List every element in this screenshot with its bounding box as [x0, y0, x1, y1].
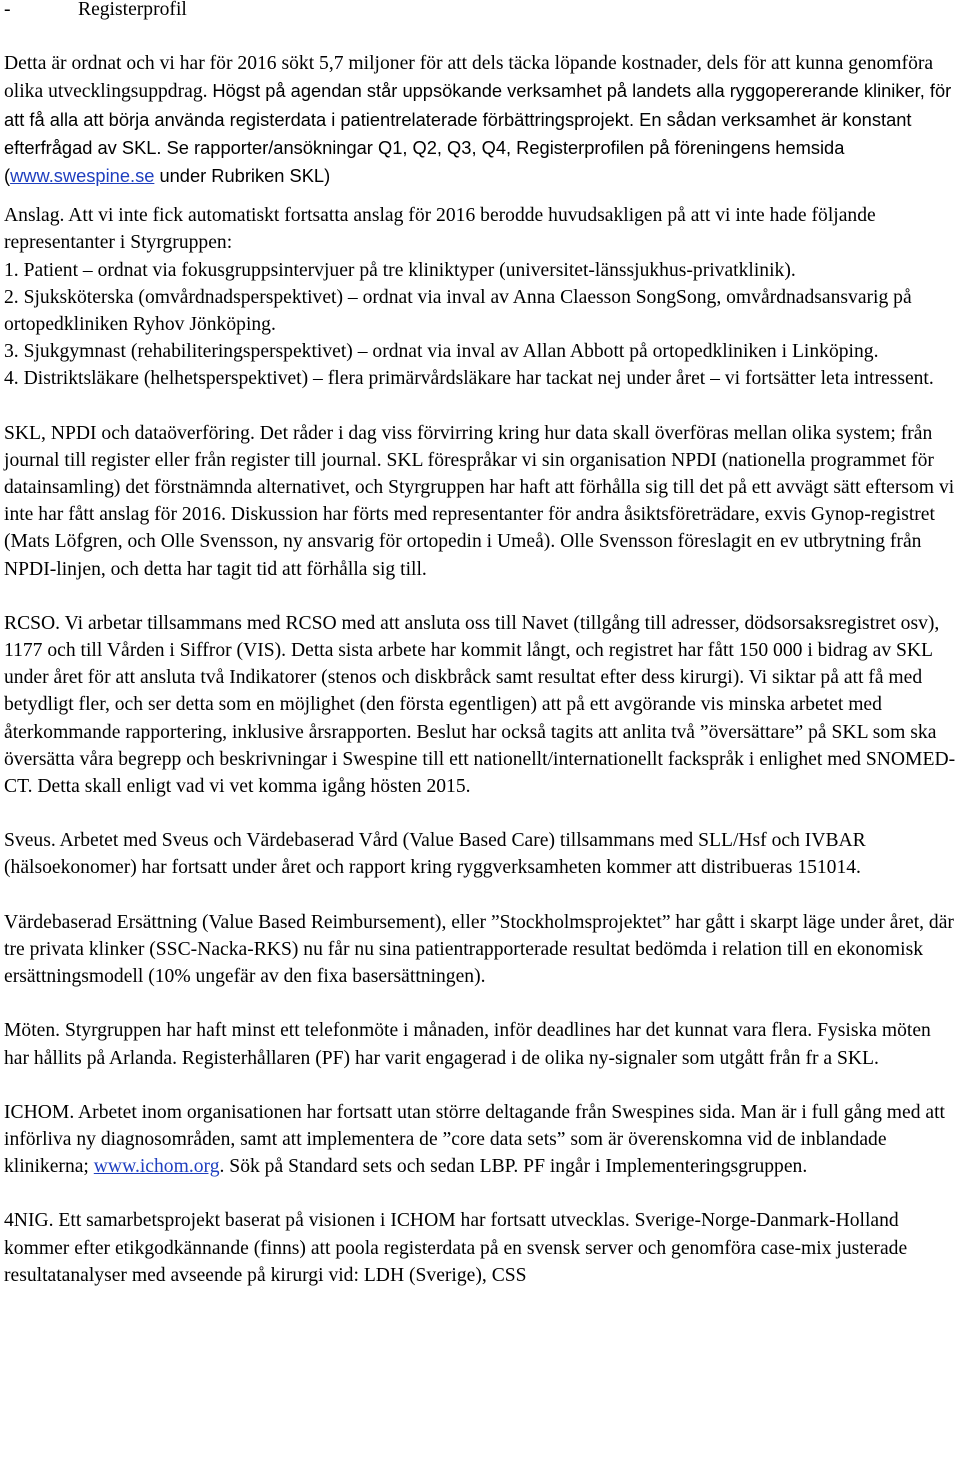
spacer [4, 583, 958, 610]
vardebaserad-paragraph: Värdebaserad Ersättning (Value Based Reimbursement), eller ”Stockholmsprojektet” har gått i skarpt läge under året, där tre privata klinker (SSC-Nacka-RKS) nu får nu sina patientrapporterade resultat bedömda i relation till en ekonomisk ersättningsmodell (10% ungefär av den fixa basersättningen). [4, 911, 954, 988]
intro-sans-suffix: under Rubriken SKL) [154, 165, 331, 187]
anslag-item-2: 2. Sjuksköterska (omvårdnadsperspektivet) – ordnat via inval av Anna Claesson SongSong, omvårdnadsansvarig på ortopedkliniken Ryhov Jönköping. [4, 286, 912, 336]
spacer [4, 393, 958, 420]
spacer [4, 190, 958, 202]
moten-paragraph: Möten. Styrgruppen har haft minst ett telefonmöte i månaden, inför deadlines har det kunnat vara flera. Fysiska möten har hållits på Arlanda. Registerhållaren (PF) har varit engagerad i de olika ny-signaler som utgått från fr a SKL. [4, 1020, 931, 1069]
spacer [4, 23, 958, 50]
intro-paragraph [4, 50, 958, 190]
rcso-paragraph: RCSO. Vi arbetar tillsammans med RCSO med att ansluta oss till Navet (tillgång till adresser, dödsorsaksregistret osv), 1177 och till Vården i Siffror (VIS). Detta sista arbete har kommit långt, och registret har fått 150 000 i bidrag av SKL under året för att ansluta två Indikatorer (stenos och diskbråck samt resultat efter dess kirurgi). Vi siktar på att få med betydligt fler, och ser detta som en möjlighet (den första egentligen) att på ett avgörande vis minska arbetet med återkommande rapportering, inklusive årsrapporten. Beslut har också tagits att anlita två ”översättare” på SKL som ska översätta våra begrepp och beskrivningar i Swespine till ett nationellt/internationellt fackspråk i enlighet med SNOMED-CT. Detta skall enligt vad vi vet komma igång hösten 2015. [4, 612, 956, 798]
anslag-item-3: 3. Sjukgymnast (rehabiliteringsperspektivet) – ordnat via inval av Allan Abbott på ortopedkliniken i Linköping. [4, 341, 879, 363]
spacer [4, 800, 958, 827]
anslag-item-4: 4. Distriktsläkare (helhetsperspektivet) – flera primärvårdsläkare har tackat nej under året – vi fortsätter leta intressent. [4, 368, 934, 390]
document-page [4, 0, 958, 1289]
heading-title: Registerprofil [78, 0, 187, 20]
ichom-paragraph [4, 1099, 958, 1181]
intro-serif-text: Detta är ordnat och vi har för 2016 sökt 5,7 miljoner för att dels täcka löpande kostnader, dels för att kunna genomföra olika utvecklingsuppdrag. [4, 53, 934, 103]
skl-npdi-paragraph: SKL, NPDI och dataöverföring. Det råder i dag viss förvirring kring hur data skall överföras mellan olika system; från journal till register eller från register till journal. SKL förespråkar vi sin organisation NPDI (nationella programmet för datainsamling) det förstnämnda alternativet, och Styrgruppen har haft att förhålla sig till det på ett avvägt sätt eftersom vi inte har fått anslag för 2016. Diskussion har förts med representanter för andra åsiktsföreträdare, exvis Gynop-registret (Mats Löfgren, och Olle Svensson, ny ansvarig för ortopedin i Umeå). Olle Svensson föreslagit en ev utbrytning från NPDI-linjen, och detta har tagit tid att förhålla sig till. [4, 422, 955, 580]
intro-sans-text: Högst på agendan står uppsökande verksamhet på landets alla ryggopererande kliniker, för att få alla att börja använda registerdata i patientrelaterade förbättringsprojekt. En sådan verksamhet är konstant efterfrågad av SKL. Se rapporter/ansökningar Q1, Q2, Q3, Q4, Registerprofilen på föreningens hemsida ( [4, 80, 952, 187]
spacer [4, 990, 958, 1017]
anslag-intro: Anslag. Att vi inte fick automatiskt fortsatta anslag för 2016 berodde huvudsakligen på att vi inte hade följande representanter i Styrgruppen: [4, 205, 876, 254]
section-heading [4, 0, 958, 23]
anslag-item-1: 1. Patient – ordnat via fokusgruppsintervjuer på tre kliniktyper (universitet-länssjukhus-privatklinik). [4, 259, 796, 281]
4nig-paragraph: 4NIG. Ett samarbetsprojekt baserat på visionen i ICHOM har fortsatt utvecklas. Sverige-Norge-Danmark-Holland kommer efter etikgodkännande (finns) att poola registerdata på en svensk server och genomföra case-mix justerade resultatanalyser med avseende på kirurgi vid: LDH (Sverige), CSS [4, 1210, 908, 1286]
swespine-link[interactable]: www.swespine.se [10, 165, 155, 187]
ichom-text-start: ICHOM. Arbetet inom organisationen har fortsatt utan större deltagande från Swespines sida. Man är i full gång med att införliva ny diagnosområden, samt att implementera de ”core data sets” som är överenskomna vid de inblandade klinikerna; [4, 1101, 945, 1178]
ichom-link[interactable]: www.ichom.org [93, 1156, 220, 1178]
spacer [4, 1180, 958, 1207]
spacer [4, 1072, 958, 1099]
sveus-paragraph: Sveus. Arbetet med Sveus och Värdebaserad Vård (Value Based Care) tillsammans med SLL/Hsf och IVBAR (hälsoekonomer) har fortsatt under året och rapport kring ryggverksamheten kommer att distribueras 151014. [4, 830, 866, 879]
spacer [4, 882, 958, 909]
heading-bullet: - [4, 0, 11, 20]
ichom-text-end: . Sök på Standard sets och sedan LBP. PF ingår i Implementeringsgruppen. [219, 1156, 808, 1178]
